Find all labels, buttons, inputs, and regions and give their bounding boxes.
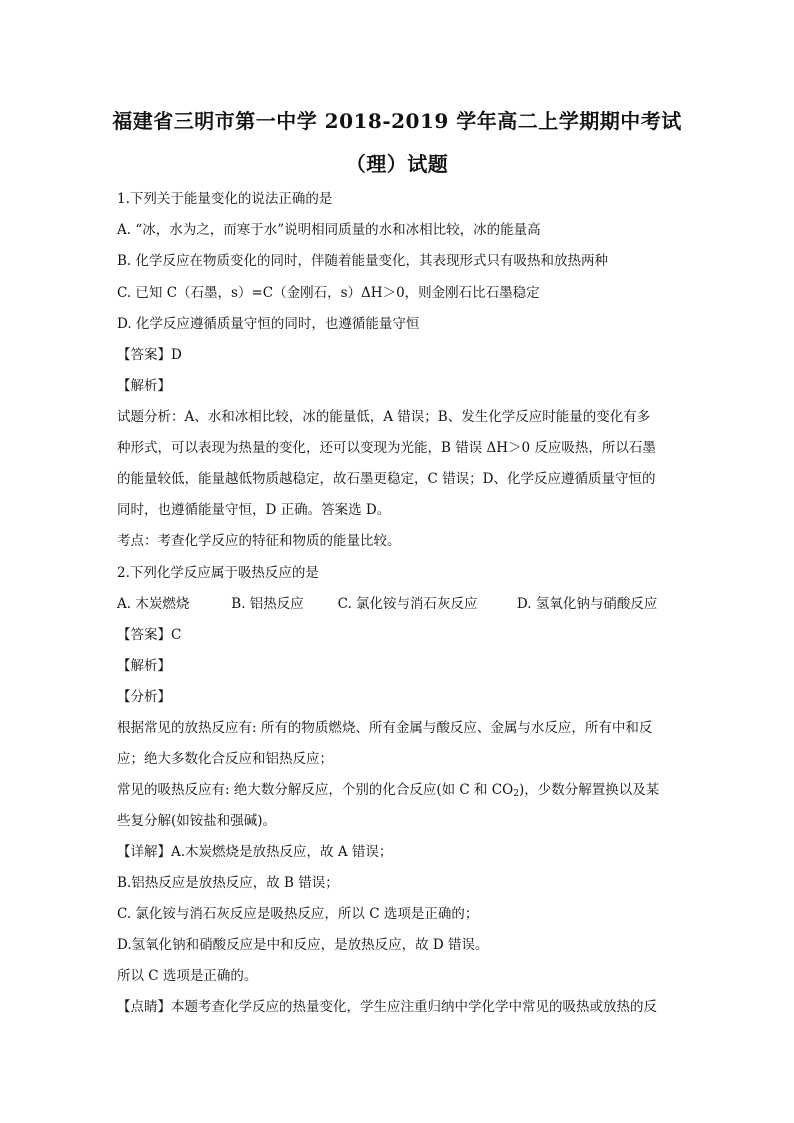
q2-option-c: C. 氯化铵与消石灰反应 — [337, 596, 478, 612]
q1-analysis-line: 试题分析：A、水和冰相比较，冰的能量低，A 错误；B、发生化学反应时能量的变化有多 — [117, 409, 651, 425]
q1-question: 1.下列关于能量变化的说法正确的是 — [117, 191, 333, 207]
q2-fenxi-line: 些复分解(如铵盐和强碱)。 — [117, 813, 277, 829]
q2-fenxi-l3-pre: 常见的吸热反应有: 绝大数分解反应，个别的化合反应(如 C 和 CO — [117, 782, 514, 798]
q1-option-d: D. 化学反应遵循质量守恒的同时，也遵循能量守恒 — [117, 316, 420, 332]
q2-detail-line: D.氢氧化钠和硝酸反应是中和反应，是放热反应，故 D 错误。 — [117, 937, 489, 953]
q2-analysis-heading: 【解析】 — [117, 658, 171, 674]
q2-detail-line: C. 氯化铵与消石灰反应是吸热反应，所以 C 选项是正确的； — [117, 906, 479, 922]
q1-kaodian: 考点：考查化学反应的特征和物质的能量比较。 — [117, 533, 401, 549]
q2-detail-line: 【详解】A.木炭燃烧是放热反应，故 A 错误； — [117, 844, 393, 860]
q2-option-a: A. 木炭燃烧 — [117, 596, 190, 612]
q2-question: 2.下列化学反应属于吸热反应的是 — [117, 565, 319, 581]
q2-options — [117, 592, 687, 612]
q2-detail-line: B.铝热反应是放热反应，故 B 错误； — [117, 875, 339, 891]
document-title-line2: （理）试题 — [345, 152, 449, 176]
q1-option-c: C. 已知 C（石墨，s）=C（金刚石，s）ΔH＞0，则金刚石比石墨稳定 — [117, 285, 540, 301]
q2-fenxi-l3-sub: 2 — [513, 789, 519, 799]
q1-analysis-heading: 【解析】 — [117, 378, 171, 394]
q1-option-a: A. “冰，水为之，而寒于水”说明相同质量的水和冰相比较，冰的能量高 — [117, 222, 541, 238]
q2-fenxi-line: 根据常见的放热反应有: 所有的物质燃烧、所有金属与酸反应、金属与水反应，所有中和反 — [117, 720, 653, 736]
q2-dianjing: 【点睛】本题考查化学反应的热量变化，学生应注重归纳中学化学中常见的吸热或放热的反 — [117, 999, 657, 1015]
q1-analysis-line: 种形式，可以表现为热量的变化，还可以变现为光能，B 错误 ΔH＞0 反应吸热，所以石墨 — [117, 440, 656, 456]
q2-fenxi-heading: 【分析】 — [117, 689, 171, 705]
q1-analysis-line: 的能量较低，能量越低物质越稳定，故石墨更稳定，C 错误；D、化学反应遵循质量守恒的 — [117, 471, 656, 487]
q2-fenxi-line — [117, 778, 687, 799]
document-title-line1: 福建省三明市第一中学 2018-2019 学年高二上学期期中考试 — [112, 109, 682, 133]
q2-answer: 【答案】C — [117, 627, 182, 643]
q1-option-b: B. 化学反应在物质变化的同时，伴随着能量变化，其表现形式只有吸热和放热两种 — [117, 253, 609, 269]
q2-fenxi-l3-post: )，少数分解置换以及某 — [518, 782, 660, 798]
q1-answer: 【答案】D — [117, 347, 182, 363]
q2-option-d: D. 氢氧化钠与硝酸反应 — [516, 596, 658, 612]
q1-analysis-line: 同时，也遵循能量守恒，D 正确。答案选 D。 — [117, 502, 391, 518]
q2-conclusion: 所以 C 选项是正确的。 — [117, 968, 258, 984]
q2-fenxi-line: 应；绝大多数化合反应和铝热反应； — [117, 751, 333, 767]
q2-option-b: B. 铝热反应 — [231, 596, 304, 612]
